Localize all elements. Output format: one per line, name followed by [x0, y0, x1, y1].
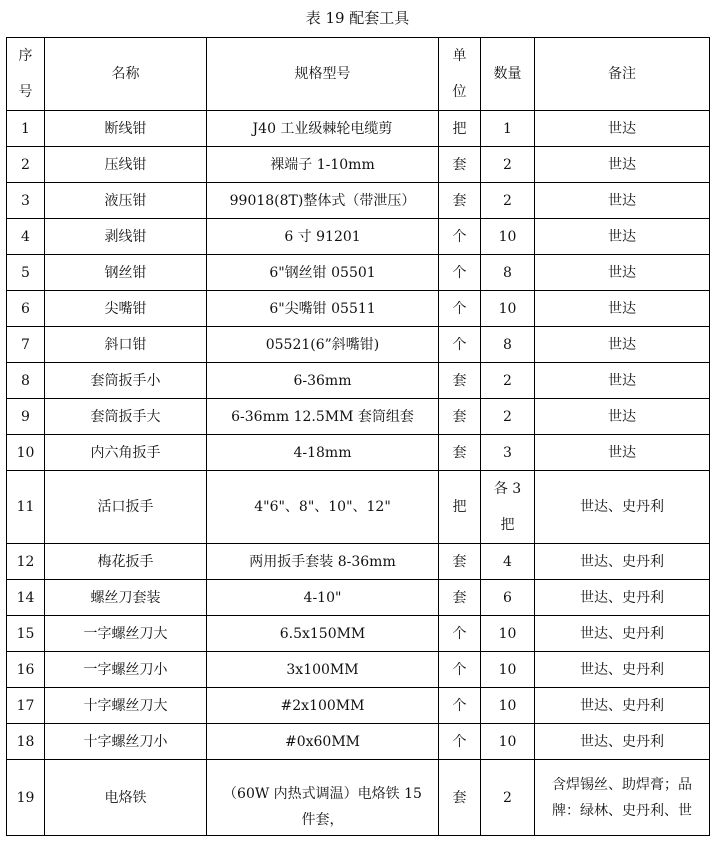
- cell-no: 16: [7, 652, 45, 688]
- cell-qty-line: 把: [500, 517, 515, 533]
- table-caption: 表 19 配套工具: [305, 9, 410, 27]
- cell-no: 14: [7, 580, 45, 616]
- cell-spec: J40 工业级棘轮电缆剪: [207, 111, 439, 147]
- cell-unit: 套: [439, 544, 481, 580]
- table-row: [7, 291, 710, 327]
- cell-unit: 套: [439, 580, 481, 616]
- table-row: [7, 255, 710, 291]
- cell-qty: 2: [481, 399, 535, 435]
- cell-remark: 世达: [535, 435, 710, 471]
- cell-qty: 8: [481, 327, 535, 363]
- table-row: [7, 327, 710, 363]
- cell-no: 10: [7, 435, 45, 471]
- cell-spec: [207, 760, 439, 836]
- cell-unit: 个: [439, 616, 481, 652]
- cell-remark: 世达: [535, 291, 710, 327]
- cell-unit: 套: [439, 399, 481, 435]
- cell-name: 斜口钳: [45, 327, 207, 363]
- cell-qty: [481, 471, 535, 544]
- cell-qty: 10: [481, 291, 535, 327]
- header-no-label: [9, 38, 42, 110]
- header-spec: 规格型号: [207, 38, 439, 111]
- cell-no: 3: [7, 183, 45, 219]
- cell-unit: 套: [439, 363, 481, 399]
- cell-name: 液压钳: [45, 183, 207, 219]
- table-row: [7, 111, 710, 147]
- cell-name: 钢丝钳: [45, 255, 207, 291]
- cell-name: 压线钳: [45, 147, 207, 183]
- cell-spec: 99018(8T)整体式（带泄压）: [207, 183, 439, 219]
- cell-remark: 世达: [535, 219, 710, 255]
- cell-unit: 个: [439, 219, 481, 255]
- cell-unit: 个: [439, 327, 481, 363]
- cell-remark: 世达、史丹利: [535, 652, 710, 688]
- cell-remark: 世达: [535, 111, 710, 147]
- cell-unit: 个: [439, 255, 481, 291]
- cell-qty: 2: [481, 183, 535, 219]
- cell-remark: 世达: [535, 255, 710, 291]
- cell-spec: 6.5x150MM: [207, 616, 439, 652]
- header-no: [7, 38, 45, 111]
- cell-spec: 裸端子 1-10mm: [207, 147, 439, 183]
- cell-no: 7: [7, 327, 45, 363]
- table-row: [7, 688, 710, 724]
- cell-name: 一字螺丝刀小: [45, 652, 207, 688]
- cell-spec-line: 件套，: [301, 812, 344, 828]
- cell-qty: 10: [481, 219, 535, 255]
- cell-qty: 1: [481, 111, 535, 147]
- cell-remark-line: 含焊锡丝、助焊膏；品: [552, 776, 692, 793]
- header-unit: [439, 38, 481, 111]
- header-char: 单: [452, 48, 467, 64]
- cell-remark: 世达: [535, 327, 710, 363]
- header-remark: 备注: [535, 38, 710, 111]
- cell-unit: 把: [439, 471, 481, 544]
- cell-name: 套筒扳手小: [45, 363, 207, 399]
- cell-no: 6: [7, 291, 45, 327]
- header-qty: 数量: [481, 38, 535, 111]
- cell-no: 8: [7, 363, 45, 399]
- cell-qty: 10: [481, 688, 535, 724]
- cell-qty-line: 各 3: [493, 481, 522, 497]
- cell-remark: 世达、史丹利: [535, 471, 710, 544]
- cell-unit: 个: [439, 724, 481, 760]
- table-header-row: [7, 38, 710, 111]
- cell-no: 12: [7, 544, 45, 580]
- cell-unit: 个: [439, 688, 481, 724]
- cell-remark: 世达: [535, 363, 710, 399]
- tools-table: [6, 37, 710, 836]
- cell-no: 11: [7, 471, 45, 544]
- cell-qty: 4: [481, 544, 535, 580]
- cell-qty: 10: [481, 652, 535, 688]
- cell-remark: 世达、史丹利: [535, 544, 710, 580]
- cell-spec: 05521(6”斜嘴钳): [207, 327, 439, 363]
- cell-name: 螺丝刀套装: [45, 580, 207, 616]
- header-name: 名称: [45, 38, 207, 111]
- header-char: 号: [18, 84, 33, 100]
- cell-qty: 6: [481, 580, 535, 616]
- cell-qty: 10: [481, 616, 535, 652]
- table-row: [7, 760, 710, 836]
- table-row: [7, 219, 710, 255]
- cell-spec: #0x60MM: [207, 724, 439, 760]
- cell-spec-line: （60W 内热式调温）电烙铁 15: [223, 786, 422, 802]
- cell-remark: 世达: [535, 147, 710, 183]
- cell-no: 19: [7, 760, 45, 836]
- cell-unit: 个: [439, 652, 481, 688]
- table-row: [7, 399, 710, 435]
- cell-remark: 世达、史丹利: [535, 724, 710, 760]
- cell-unit: 套: [439, 147, 481, 183]
- header-char: 位: [452, 84, 467, 100]
- cell-spec: 3x100MM: [207, 652, 439, 688]
- cell-spec: 两用扳手套装 8-36mm: [207, 544, 439, 580]
- cell-remark-line: 牌：绿林、史丹利、世: [552, 802, 692, 819]
- cell-qty: 10: [481, 724, 535, 760]
- cell-name: 梅花扳手: [45, 544, 207, 580]
- cell-remark: [535, 760, 710, 836]
- cell-unit: 套: [439, 435, 481, 471]
- cell-qty: 2: [481, 363, 535, 399]
- cell-remark: 世达、史丹利: [535, 688, 710, 724]
- cell-name: 十字螺丝刀大: [45, 688, 207, 724]
- table-row: [7, 147, 710, 183]
- cell-unit: 个: [439, 291, 481, 327]
- table-row: [7, 724, 710, 760]
- table-row: [7, 435, 710, 471]
- cell-name: 活口扳手: [45, 471, 207, 544]
- cell-spec: 6-36mm 12.5MM 套筒组套: [207, 399, 439, 435]
- header-char: 序: [18, 48, 33, 64]
- table-row: [7, 363, 710, 399]
- cell-name: 剥线钳: [45, 219, 207, 255]
- cell-no: 5: [7, 255, 45, 291]
- cell-no: 9: [7, 399, 45, 435]
- table-row: [7, 471, 710, 544]
- table-row: [7, 183, 710, 219]
- cell-spec: 6"钢丝钳 05501: [207, 255, 439, 291]
- header-unit-label: [441, 38, 478, 110]
- cell-name: 电烙铁: [45, 760, 207, 836]
- cell-no: 1: [7, 111, 45, 147]
- cell-no: 4: [7, 219, 45, 255]
- table-row: [7, 616, 710, 652]
- cell-qty: 8: [481, 255, 535, 291]
- cell-qty: 2: [481, 760, 535, 836]
- cell-spec: 4-10": [207, 580, 439, 616]
- cell-no: 15: [7, 616, 45, 652]
- cell-remark: 世达、史丹利: [535, 580, 710, 616]
- cell-name: 断线钳: [45, 111, 207, 147]
- cell-remark: 世达、史丹利: [535, 616, 710, 652]
- cell-spec: 6 寸 91201: [207, 219, 439, 255]
- cell-spec: 6-36mm: [207, 363, 439, 399]
- cell-remark: 世达: [535, 183, 710, 219]
- cell-qty: 2: [481, 147, 535, 183]
- cell-name: 内六角扳手: [45, 435, 207, 471]
- cell-name: 套筒扳手大: [45, 399, 207, 435]
- cell-unit: 把: [439, 111, 481, 147]
- table-row: [7, 580, 710, 616]
- cell-name: 一字螺丝刀大: [45, 616, 207, 652]
- cell-unit: 套: [439, 183, 481, 219]
- cell-remark: 世达: [535, 399, 710, 435]
- cell-qty: 3: [481, 435, 535, 471]
- table-row: [7, 652, 710, 688]
- cell-no: 17: [7, 688, 45, 724]
- cell-spec: 6"尖嘴钳 05511: [207, 291, 439, 327]
- cell-unit: 套: [439, 760, 481, 836]
- cell-name: 尖嘴钳: [45, 291, 207, 327]
- table-row: [7, 544, 710, 580]
- cell-no: 2: [7, 147, 45, 183]
- cell-spec: #2x100MM: [207, 688, 439, 724]
- cell-spec: 4"6"、8"、10"、12": [207, 471, 439, 544]
- cell-no: 18: [7, 724, 45, 760]
- cell-spec: 4-18mm: [207, 435, 439, 471]
- cell-name: 十字螺丝刀小: [45, 724, 207, 760]
